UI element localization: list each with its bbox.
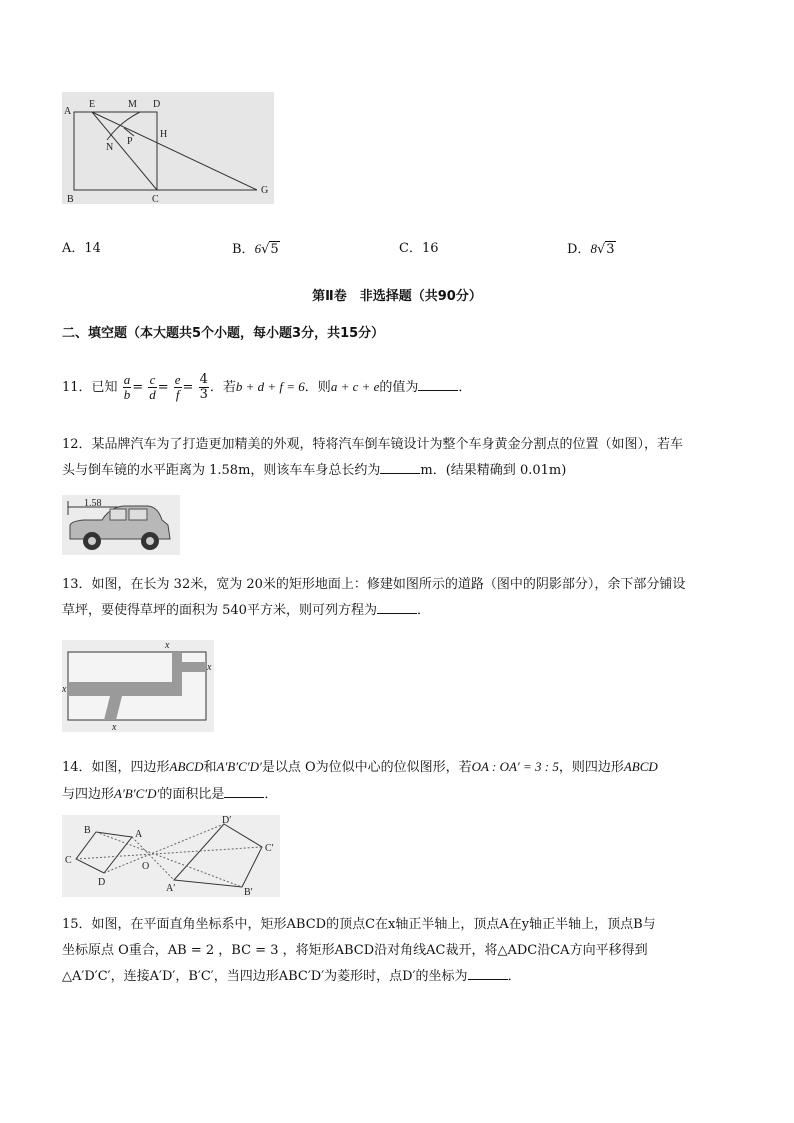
label-A: A bbox=[135, 829, 143, 840]
car-diagram bbox=[62, 495, 180, 555]
label-B: B bbox=[84, 825, 91, 836]
q12-car-figure bbox=[62, 495, 180, 555]
question-12: 12．某品牌汽车为了打造更加精美的外观，特将汽车倒车镜设计为整个车身黄金分割点的位置（如图），若车 头与倒车镜的水平距离为 1.58m，则该车车身总长约为 m．(结果精确到 0.01m) bbox=[62, 437, 684, 478]
question-11: 11．已知 $\frac{a}{b}$ = $\frac{c}{d}$ = $\frac{e}{f}$ = $\frac{4}{3}$ ．若b + d + f = 6．则a + c + e的值为 ． bbox=[62, 372, 472, 402]
label-H: H bbox=[160, 129, 168, 140]
q12-answer-blank[interactable] bbox=[380, 459, 420, 474]
label-C: C bbox=[65, 855, 72, 866]
section-title: 第Ⅱ卷 非选择题（共90分） bbox=[312, 289, 482, 304]
q14-homothety-figure bbox=[62, 815, 280, 897]
part-heading: 二、填空题（本大题共5个小题，每小题3分，共15分） bbox=[62, 326, 385, 341]
question-15: 15．如图，在平面直角坐标系中，矩形ABCD的顶点C在x轴正半轴上，顶点A在y轴正半轴上，顶点B与 坐标原点 O重合，AB = 2 ，BC = 3 ，将矩形ABCD沿对角线AC裁开，将△ADC沿CA方向平移得到 △A′D′C′，连接A′D′，B′C′，当四边形ABC′D′为菱形时，点D′的坐标为 ． bbox=[62, 917, 656, 984]
question-14: 14．如图，四边形ABCD和A′B′C′D′是以点 O为位似中心的位似图形，若OA : OA′ = 3 : 5，则四边形ABCD 与四边形A′B′C′D′的面积比是 ． bbox=[62, 759, 658, 802]
x-label-bottom: x bbox=[112, 722, 117, 732]
label-E: E bbox=[89, 99, 96, 110]
road-diagram bbox=[62, 640, 214, 732]
label-A: A bbox=[64, 106, 72, 117]
label-G: G bbox=[261, 185, 269, 196]
q10-geometry-diagram bbox=[62, 92, 274, 204]
label-M: M bbox=[128, 99, 137, 110]
car-distance-label: 1.58 bbox=[84, 498, 102, 509]
x-label-right: x bbox=[207, 662, 212, 673]
option-a: A．14 bbox=[62, 241, 101, 256]
option-d: D．8√3 bbox=[567, 241, 615, 257]
x-label-top: x bbox=[165, 640, 170, 651]
label-A-prime: A′ bbox=[166, 883, 176, 894]
homothety-diagram bbox=[62, 815, 280, 897]
option-b: B．6√5 bbox=[232, 241, 279, 257]
label-C-prime: C′ bbox=[265, 843, 274, 854]
label-C: C bbox=[152, 194, 159, 204]
label-D-prime: D′ bbox=[222, 815, 232, 826]
q13-road-figure bbox=[62, 640, 214, 732]
label-B: B bbox=[67, 194, 74, 204]
option-c: C．16 bbox=[399, 241, 439, 256]
x-label-left: x bbox=[62, 684, 67, 695]
label-O: O bbox=[142, 861, 150, 872]
label-P: P bbox=[127, 136, 133, 147]
q13-answer-blank[interactable] bbox=[377, 599, 417, 614]
q15-answer-blank[interactable] bbox=[468, 965, 508, 980]
label-N: N bbox=[106, 142, 114, 153]
q14-answer-blank[interactable] bbox=[224, 783, 264, 798]
label-B-prime: B′ bbox=[244, 887, 253, 897]
label-D: D bbox=[98, 877, 106, 888]
label-D: D bbox=[153, 99, 161, 110]
question-13: 13．如图，在长为 32米，宽为 20米的矩形地面上：修建如图所示的道路（图中的阴影部分），余下部分铺设 草坪，要使得草坪的面积为 540平方米，则可列方程为 ． bbox=[62, 577, 686, 618]
q10-figure bbox=[62, 92, 274, 204]
q11-answer-blank[interactable] bbox=[418, 376, 458, 391]
